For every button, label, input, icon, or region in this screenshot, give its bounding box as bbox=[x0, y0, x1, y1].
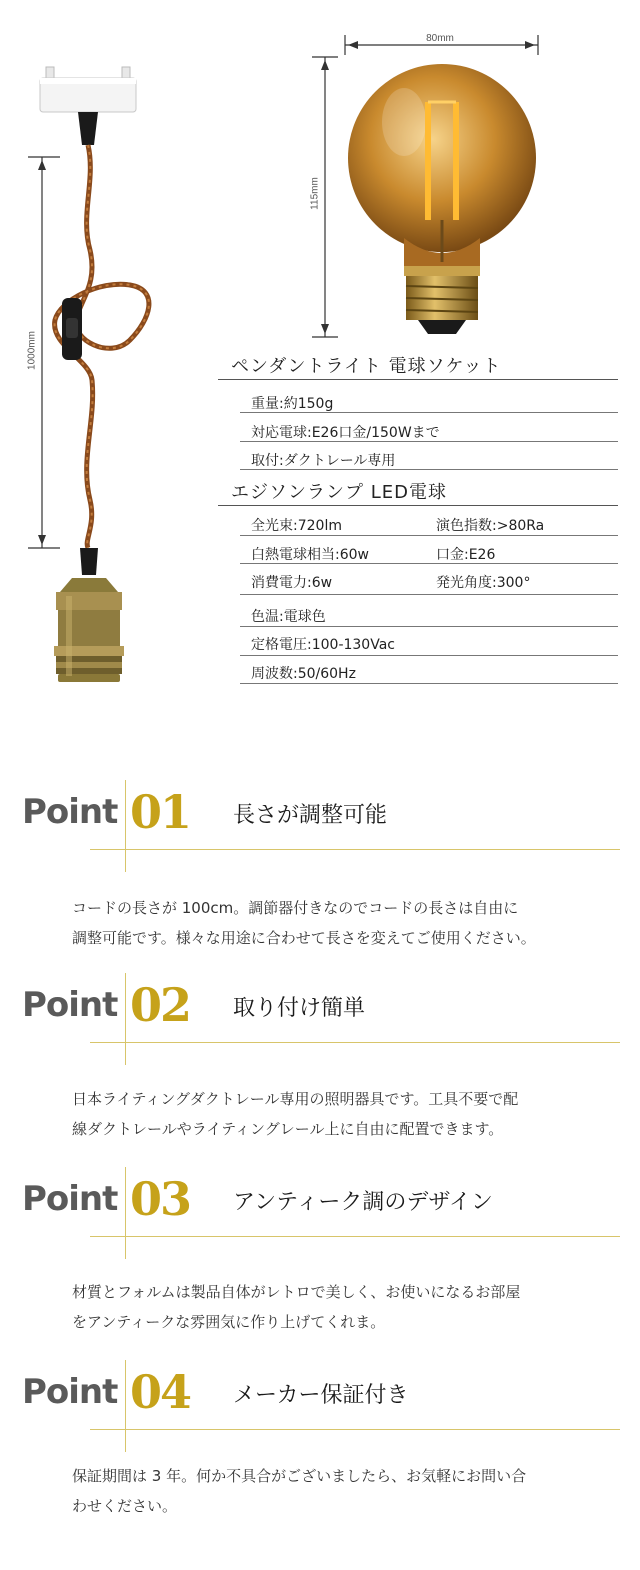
point-4-heading: メーカー保証付き bbox=[233, 1383, 409, 1408]
spec-row-divider bbox=[240, 655, 618, 656]
point-3-underline bbox=[90, 1236, 620, 1237]
point-3-body bbox=[72, 1277, 520, 1337]
point-3-heading: アンティーク調のデザイン bbox=[233, 1190, 493, 1215]
bulb-spec-voltage: 定格電圧:100-130Vac bbox=[251, 637, 395, 653]
point-2-heading: 取り付け簡単 bbox=[233, 996, 366, 1021]
spec-row-divider bbox=[240, 594, 618, 595]
spec-row-divider bbox=[240, 535, 618, 536]
spec-row-divider bbox=[240, 412, 618, 413]
point-1-body-line: コードの長さが 100cm。調節器付きなのでコードの長さは自由に bbox=[72, 899, 519, 917]
point-3-divider bbox=[125, 1167, 126, 1259]
bulb-width-label: 80mm bbox=[426, 33, 454, 44]
point-1-heading: 長さが調整可能 bbox=[233, 803, 388, 828]
point-1-underline bbox=[90, 849, 620, 850]
point-4-number: 04 bbox=[130, 1365, 191, 1419]
bulb-height-label: 115mm bbox=[309, 177, 321, 210]
point-4-body bbox=[72, 1461, 526, 1521]
spec-row-divider bbox=[240, 441, 618, 442]
socket-spec-mounting: 取付:ダクトレール専用 bbox=[251, 453, 396, 469]
point-2-divider bbox=[125, 973, 126, 1065]
spec-row-divider bbox=[240, 683, 618, 684]
bulb-spec-color-temp: 色温:電球色 bbox=[251, 609, 326, 625]
point-2-number: 02 bbox=[130, 978, 191, 1032]
cord-length-label: 1000mm bbox=[26, 331, 38, 370]
point-4-body-line: わせください。 bbox=[72, 1497, 178, 1515]
socket-spec-divider bbox=[218, 379, 618, 380]
spec-row-divider bbox=[240, 563, 618, 564]
socket-spec-compatible-bulb: 対応電球:E26口金/150Wまで bbox=[251, 425, 440, 441]
point-2-body-line: 線ダクトレールやライティングレール上に自由に配置できます。 bbox=[72, 1120, 504, 1138]
bulb-spec-base: 口金:E26 bbox=[436, 547, 496, 563]
point-4-label: Point bbox=[22, 1372, 118, 1412]
point-1-body bbox=[72, 893, 536, 953]
socket-spec-weight: 重量:約150g bbox=[251, 396, 334, 412]
bulb-spec-divider bbox=[218, 505, 618, 506]
bulb-spec-power: 消費電力:6w bbox=[251, 575, 333, 591]
spec-row-divider bbox=[240, 626, 618, 627]
bulb-spec-incandescent-equivalent: 白熱電球相当:60w bbox=[251, 547, 369, 563]
point-2-label: Point bbox=[22, 985, 118, 1025]
bulb-spec-frequency: 周波数:50/60Hz bbox=[251, 666, 356, 682]
bulb-spec-title: エジソンランプ LED電球 bbox=[231, 482, 447, 503]
point-2-underline bbox=[90, 1042, 620, 1043]
point-1-label: Point bbox=[22, 792, 118, 832]
point-4-underline bbox=[90, 1429, 620, 1430]
point-1-divider bbox=[125, 780, 126, 872]
socket-spec-title: ペンダントライト 電球ソケット bbox=[231, 356, 502, 377]
point-4-body-line: 保証期間は 3 年。何か不具合がございましたら、お気軽にお問い合 bbox=[72, 1467, 527, 1485]
point-1-number: 01 bbox=[130, 785, 191, 839]
point-1-body-line: 調整可能です。様々な用途に合わせて長さを変えてご使用ください。 bbox=[72, 929, 536, 947]
bulb-spec-cri: 演色指数:>80Ra bbox=[436, 518, 545, 534]
point-4-divider bbox=[125, 1360, 126, 1452]
point-3-body-line: 材質とフォルムは製品自体がレトロで美しく、お使いになるお部屋 bbox=[72, 1283, 521, 1301]
point-3-number: 03 bbox=[130, 1172, 191, 1226]
spec-row-divider bbox=[240, 469, 618, 470]
edison-bulb-image bbox=[300, 30, 560, 350]
point-2-body-line: 日本ライティングダクトレール専用の照明器具です。工具不要で配 bbox=[72, 1090, 519, 1108]
bulb-spec-luminous-flux: 全光束:720lm bbox=[251, 518, 342, 534]
bulb-spec-beam-angle: 発光角度:300° bbox=[436, 575, 531, 591]
point-3-body-line: をアンティークな雰囲気に作り上げてくれま。 bbox=[72, 1313, 386, 1331]
point-3-label: Point bbox=[22, 1179, 118, 1219]
point-2-body bbox=[72, 1084, 518, 1144]
